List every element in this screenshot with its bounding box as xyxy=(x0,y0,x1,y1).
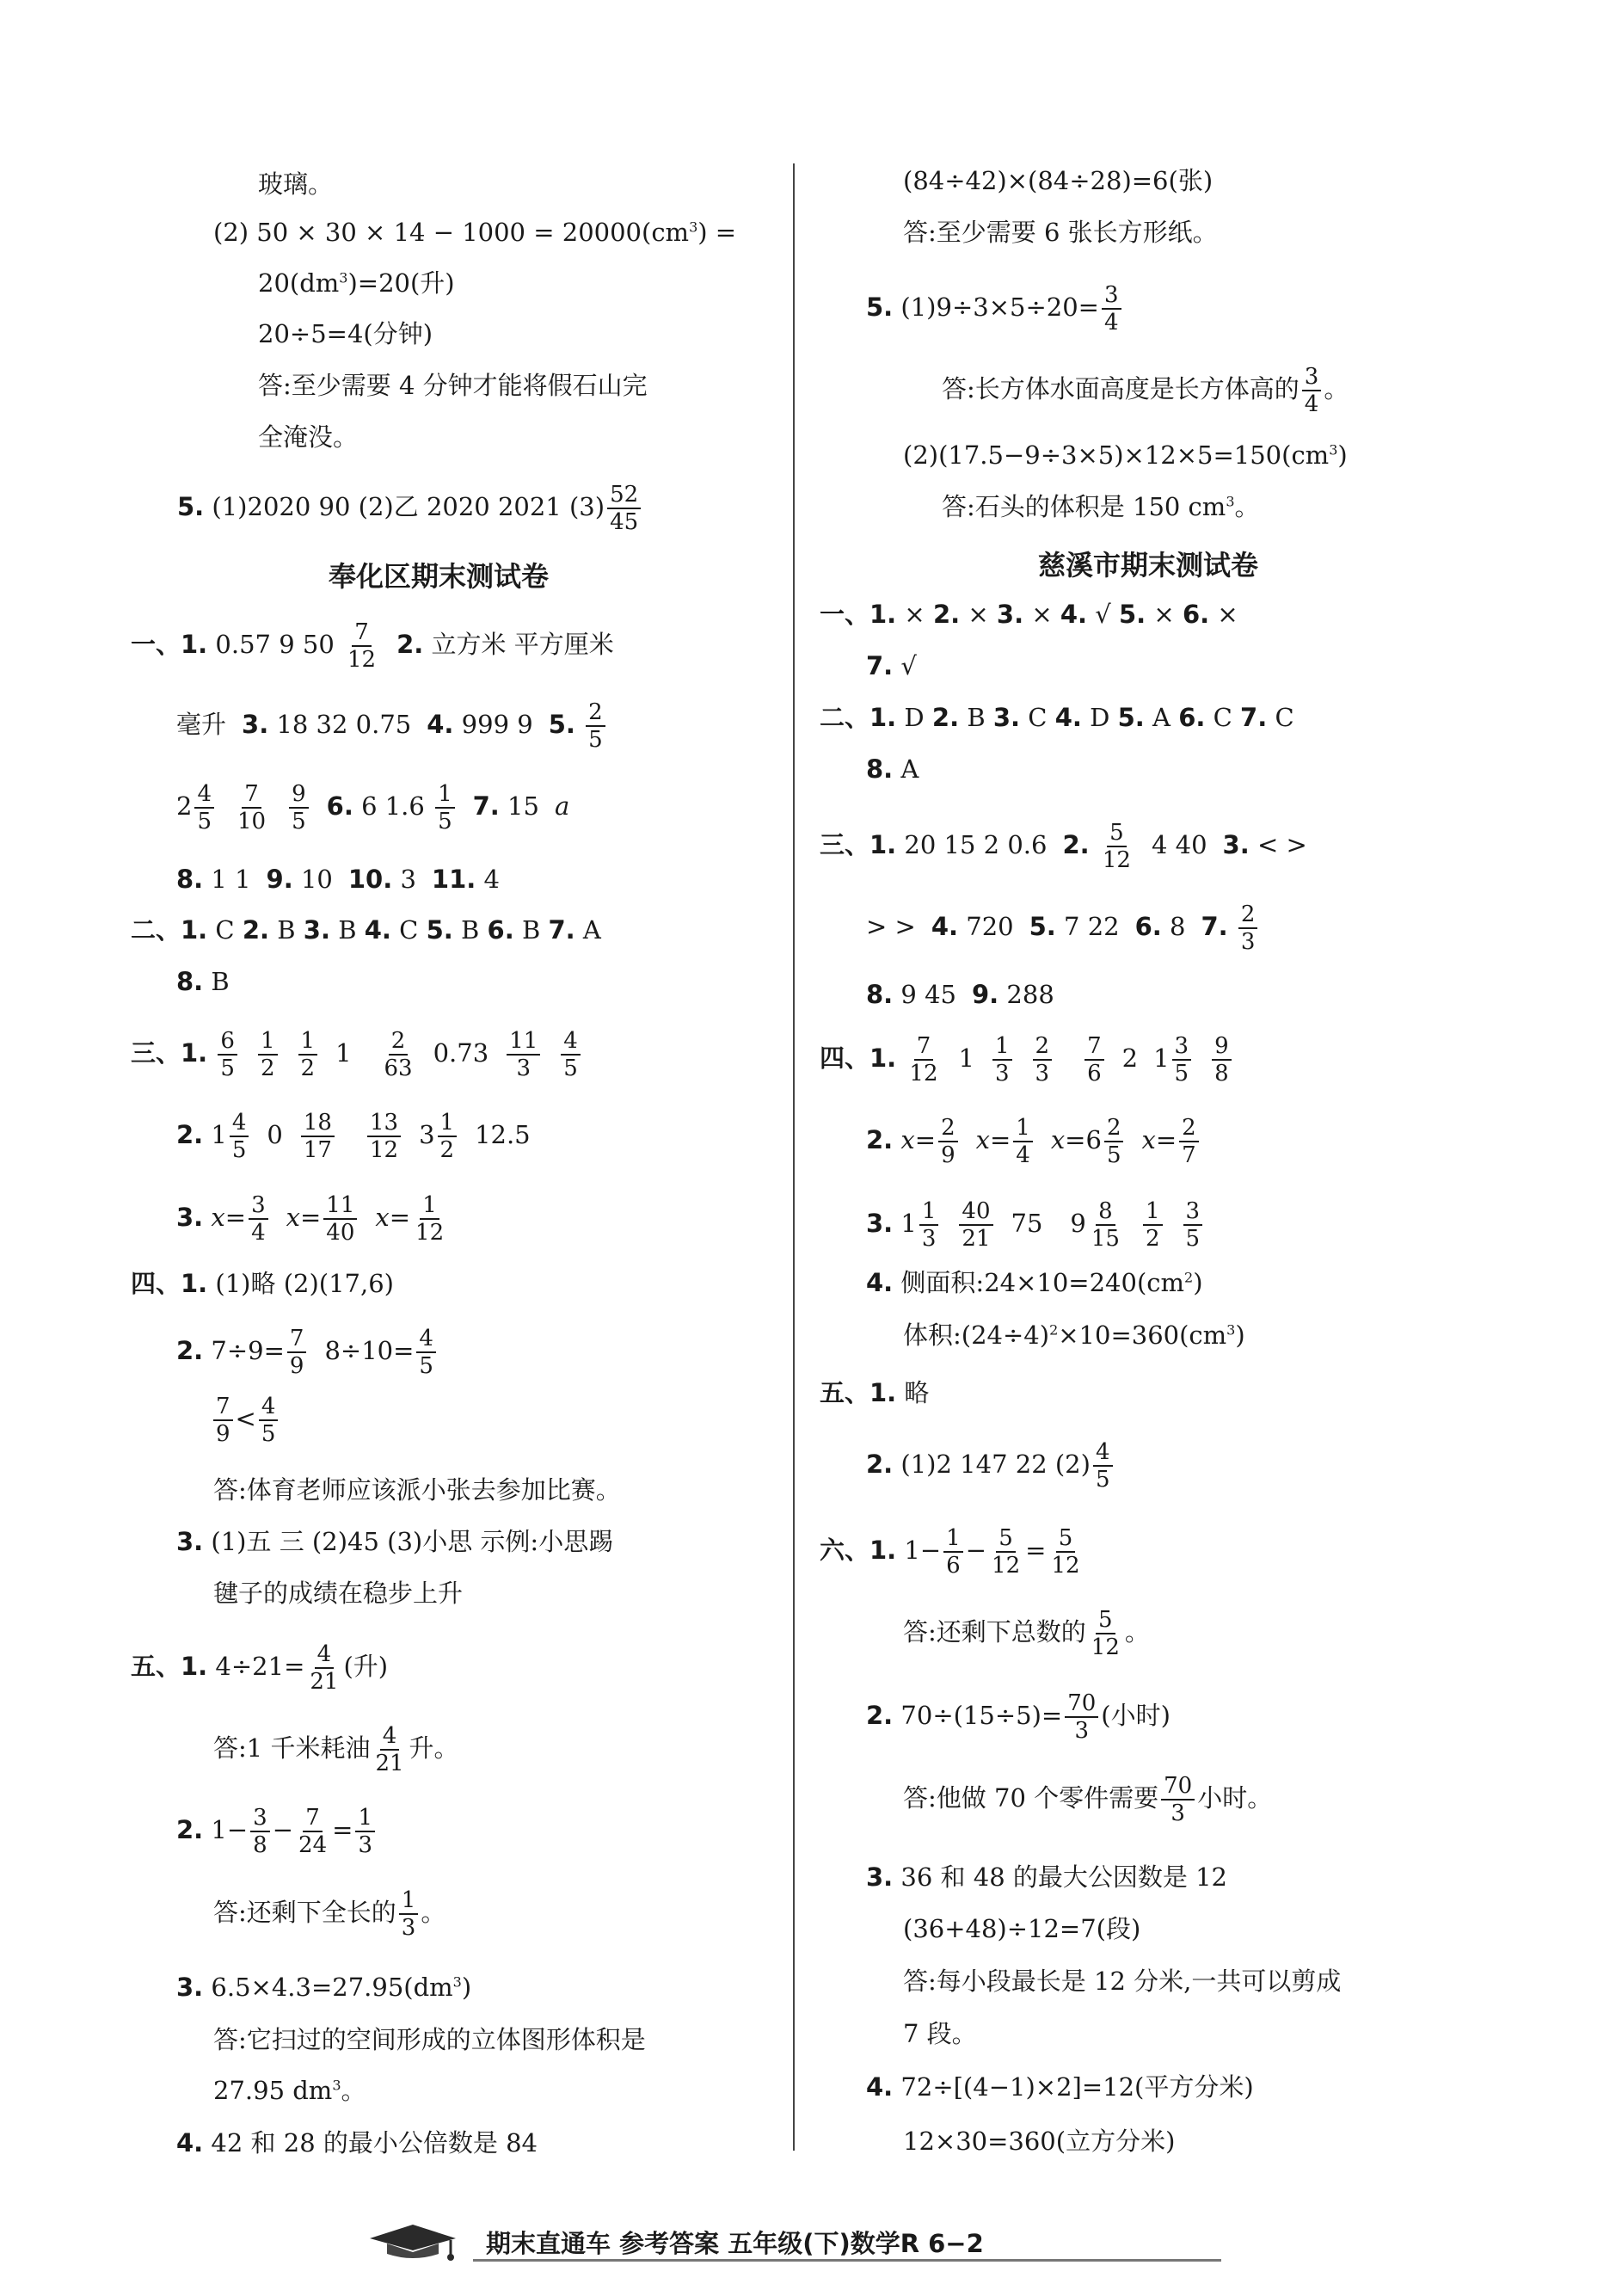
text-line: $20(dm^3)=20$(升) xyxy=(258,268,455,298)
fraction: $\frac{52}{45}$ xyxy=(607,483,641,533)
section-2-line: 8. A xyxy=(866,754,919,784)
section-1-line: 7. √ xyxy=(866,651,917,680)
section-6-line: 六、1. 1− $\frac{1}{6}$ − $\frac{5}{12}$ = $\frac{5}{12}$ xyxy=(820,1525,1080,1579)
text-line: (36+48)÷12=7(段) xyxy=(903,1914,1141,1943)
text-line: 答:它扫过的空间形成的立体图形体积是 xyxy=(213,2025,646,2054)
graduation-cap-icon xyxy=(361,2219,464,2262)
text-line: 玻璃。 xyxy=(258,169,334,199)
section-5-line: 4. 42 和 28 的最小公倍数是 84 xyxy=(176,2128,538,2158)
text-line: 全淹没。 xyxy=(258,422,359,452)
text-line: 7 段。 xyxy=(903,2019,977,2048)
text-line: 体积$:(24\div 4)^2\times 10=360(cm^3)$ xyxy=(903,1320,1245,1350)
section-6-line: 3. 36 和 48 的最大公因数是 12 xyxy=(866,1862,1227,1892)
section-5-line: 2. (1)2 147 22 (2) $\frac{4}{5}$ xyxy=(866,1441,1115,1491)
section-2-line: 二、1. C 2. B 3. B 4. C 5. B 6. B 7. A xyxy=(131,915,601,945)
section-3-line: 8. 9 45 9. 288 xyxy=(866,980,1054,1009)
section-4-line: $\frac{7}{9}$ < $\frac{4}{5}$ xyxy=(211,1395,280,1445)
section-2-line: 二、1. D 2. B 3. C 4. D 5. A 6. C 7. C xyxy=(820,703,1294,732)
text-line: (84÷42)×(84÷28)=6(张) xyxy=(903,166,1214,195)
text-line: 12×30=360(立方分米) xyxy=(903,2127,1176,2156)
section-3-line: 三、1. 20 15 2 0.6 2. $\frac{5}{12}$ 4 40 3. < > xyxy=(820,820,1307,873)
section-1-line: 一、1. × 2. × 3. × 4. √ 5. × 6. × xyxy=(820,600,1238,629)
text-line: 答:每小段最长是 12 分米,一共可以剪成 xyxy=(903,1967,1342,1996)
text-line: 毽子的成绩在稳步上升 xyxy=(213,1579,464,1608)
text-line: 答:至少需要 6 张长方形纸。 xyxy=(903,218,1218,247)
text-line: 答:石头的体积是 150 $cm^3$。 xyxy=(942,492,1260,521)
section-6-line: 2. 70÷(15÷5)= $\frac{70}{3}$ (小时) xyxy=(866,1690,1171,1744)
section-4-line: 3. 1 $\frac{1}{3}$ $\frac{40}{21}$ 75 9 $\frac{8}{15}$ $\frac{1}{2}$ $\frac{3}{5}$ xyxy=(866,1200,1205,1250)
text-line: 答:长方体水面高度是长方体高的 $\frac{3}{4}$ 。 xyxy=(942,364,1349,417)
question-5: 5. (1)2020 90 (2)乙 2020 2021 (3) $\frac{52}{45}$ xyxy=(177,483,643,533)
text-line: 答:还剩下全长的 $\frac{1}{3}$ 。 xyxy=(213,1887,446,1941)
text-line: 27.95 $dm^3$。 xyxy=(213,2076,366,2105)
section-4-line: 四、1. (1)略 (2)(17,6) xyxy=(131,1269,394,1298)
section-4-line: 2. 7÷9= $\frac{7}{9}$ 8÷10= $\frac{4}{5}$ xyxy=(176,1327,439,1377)
section-1-line: 8. 1 1 9. 10 10. 3 11. 4 xyxy=(176,865,500,894)
section-5-line: 五、1. 4÷21= $\frac{4}{21}$ (升) xyxy=(131,1641,389,1695)
text-line: (2) $50 \times 30 \times 14 - 1000 = 20000(cm^3)$ = xyxy=(213,218,737,247)
section-1-line: 2 $\frac{4}{5}$ $\frac{7}{10}$ $\frac{9}{5}$ 6. 6 1.6 $\frac{1}{5}$ 7. 15 a xyxy=(176,781,570,834)
section-4-line: 4. 侧面积$:24\times 10=240(cm^2)$ xyxy=(866,1268,1203,1297)
section-1-line: 一、1. 0.57 9 50 $\frac{7}{12}$ 2. 立方米 平方厘米 xyxy=(131,619,614,673)
section-5-line: 2. 1− $\frac{3}{8}$ − $\frac{7}{24}$ = $\frac{1}{3}$ xyxy=(176,1807,378,1856)
section-heading: 慈溪市期末测试卷 xyxy=(1037,549,1258,582)
section-4-line: 3. (1)五 三 (2)45 (3)小思 示例:小思踢 xyxy=(176,1527,614,1556)
text-line: 答:体育老师应该派小张去参加比赛。 xyxy=(213,1475,621,1505)
section-3-line: > > 4. 720 5. 7 22 6. 8 7. $\frac{2}{3}$ xyxy=(866,903,1260,953)
column-divider xyxy=(793,163,795,2151)
section-5-line: 3. $6.5\times 4.3=27.95(dm^3)$ xyxy=(176,1973,472,2002)
text-line: 20÷5=4(分钟) xyxy=(258,319,433,348)
text-line: 答:1 千米耗油 $\frac{4}{21}$ 升。 xyxy=(213,1723,459,1776)
page-footer xyxy=(361,2219,1221,2262)
section-2-line: 8. B xyxy=(176,967,230,996)
text-line: 答:还剩下总数的 $\frac{5}{12}$ 。 xyxy=(903,1607,1150,1660)
footer-rule xyxy=(473,2259,1221,2262)
section-4-line: 2. x= $\frac{2}{9}$ x= $\frac{1}{4}$ x=6 $\frac{2}{5}$ x= $\frac{2}{7}$ xyxy=(866,1117,1201,1166)
text-line: $(2)(17.5-9\div 3\times 5)\times 12\times 5=150(cm^3)$ xyxy=(903,440,1348,470)
section-3-line: 3. x= $\frac{3}{4}$ x= $\frac{11}{40}$ x= $\frac{1}{12}$ xyxy=(176,1192,445,1246)
section-3-line: 三、1. $\frac{6}{5}$ $\frac{1}{2}$ $\frac{1}{2}$ 1 $\frac{2}{63}$ 0.73 $\frac{11}{3}$ $\frac{4}{5}$ xyxy=(131,1030,583,1080)
text-line: 答:他做 70 个零件需要 $\frac{70}{3}$ 小时。 xyxy=(903,1773,1273,1826)
question-5: 5. (1)9÷3×5÷20= $\frac{3}{4}$ xyxy=(866,284,1124,334)
section-3-line: 2. 1 $\frac{4}{5}$ 0 $\frac{18}{17}$ $\frac{13}{12}$ 3 $\frac{1}{2}$ 12.5 xyxy=(176,1110,531,1163)
footer-text: 期末直通车 参考答案 五年级(下)数学R 6−2 xyxy=(486,2229,984,2258)
section-1-line: 毫升 3. 18 32 0.75 4. 999 9 5. $\frac{2}{5}$ xyxy=(176,701,608,751)
text-line: 答:至少需要 4 分钟才能将假石山完 xyxy=(258,371,648,400)
section-6-line: 4. 72÷[(4−1)×2]=12(平方分米) xyxy=(866,2072,1254,2102)
section-heading: 奉化区期末测试卷 xyxy=(328,560,549,593)
section-5-line: 五、1. 略 xyxy=(820,1378,930,1407)
section-4-line: 四、1. $\frac{7}{12}$ 1 $\frac{1}{3}$ $\frac{2}{3}$ $\frac{7}{6}$ 2 1 $\frac{3}{5}$ $\frac{9}{8}$ xyxy=(820,1035,1234,1085)
